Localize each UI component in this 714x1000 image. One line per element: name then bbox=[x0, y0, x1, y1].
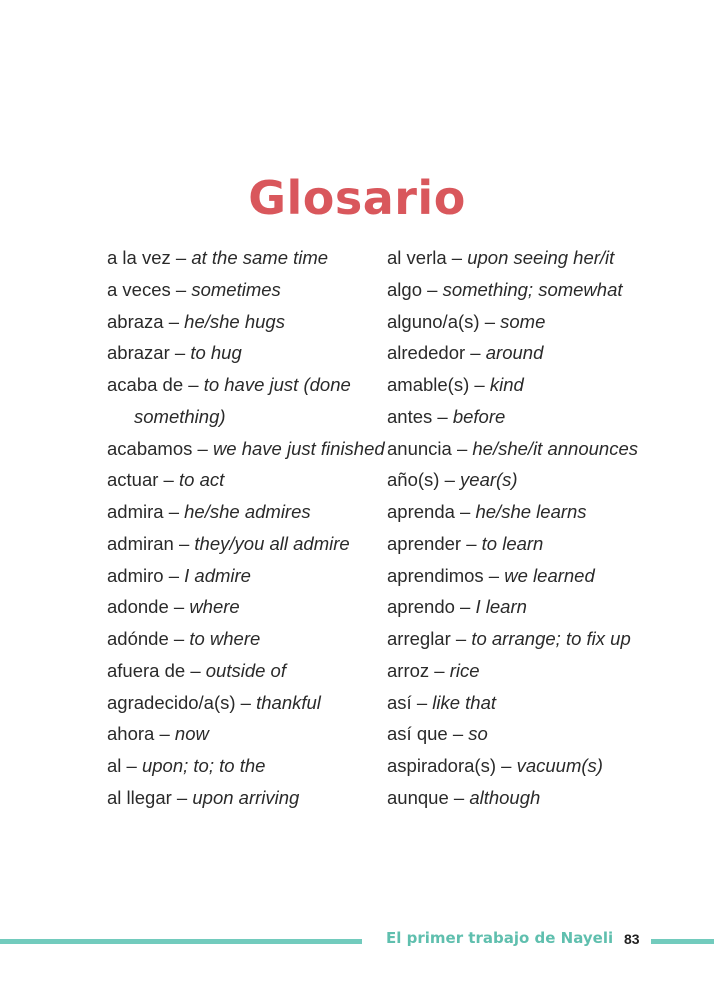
glossary-term: admira bbox=[107, 501, 164, 522]
glossary-entry bbox=[107, 750, 407, 782]
glossary-entry bbox=[387, 496, 707, 528]
separator: – bbox=[235, 691, 257, 713]
separator: – bbox=[192, 437, 213, 459]
glossary-column-left bbox=[107, 242, 407, 814]
glossary-definition: he/she admires bbox=[184, 501, 311, 522]
glossary-entry bbox=[107, 496, 407, 528]
glossary-term: anuncia bbox=[387, 437, 452, 459]
glossary-entry bbox=[387, 623, 707, 655]
glossary-entry bbox=[107, 274, 407, 306]
glossary-definition: thankful bbox=[256, 691, 321, 713]
glossary-term: abraza bbox=[107, 310, 164, 332]
glossary-term: alguno/a(s) bbox=[387, 310, 480, 332]
separator: – bbox=[465, 342, 486, 364]
glossary-entry bbox=[387, 718, 707, 750]
glossary-definition: to learn bbox=[481, 532, 544, 554]
separator: – bbox=[461, 532, 482, 554]
glossary-term: aprendo bbox=[387, 596, 455, 618]
separator: – bbox=[448, 786, 470, 808]
glossary-definition: they/you all admire bbox=[194, 532, 350, 554]
glossary-definition: he/she hugs bbox=[184, 310, 285, 332]
glossary-definition: some bbox=[500, 310, 546, 332]
glossary-entry bbox=[107, 591, 407, 623]
separator: – bbox=[454, 501, 476, 522]
separator: – bbox=[454, 596, 476, 618]
glossary-term: así bbox=[387, 691, 412, 713]
glossary-entry bbox=[107, 655, 407, 687]
glossary-definition: outside of bbox=[205, 659, 286, 681]
separator: – bbox=[163, 564, 185, 586]
separator: – bbox=[170, 247, 192, 268]
separator: – bbox=[446, 247, 468, 268]
glossary-term: al llegar bbox=[107, 786, 172, 808]
separator: – bbox=[421, 278, 443, 300]
separator: – bbox=[171, 786, 193, 808]
glossary-definition: upon; to; to the bbox=[141, 755, 266, 776]
separator: – bbox=[439, 469, 461, 491]
glossary-definition: he/she/it announces bbox=[472, 437, 638, 459]
glossary-definition: sometimes bbox=[191, 278, 281, 300]
glossary-entry bbox=[107, 242, 407, 274]
glossary-definition: so bbox=[468, 723, 488, 745]
glossary-definition: upon seeing her/it bbox=[467, 247, 615, 268]
glossary-definition: kind bbox=[489, 374, 524, 395]
separator: – bbox=[432, 405, 453, 427]
glossary-definition: where bbox=[189, 596, 240, 618]
glossary-term: arroz bbox=[387, 659, 430, 681]
glossary-term: afuera de bbox=[107, 659, 186, 681]
glossary-entry bbox=[387, 591, 707, 623]
glossary-term: arreglar bbox=[387, 628, 451, 649]
glossary-term: aprenda bbox=[387, 501, 455, 522]
glossary-definition: to where bbox=[189, 628, 261, 649]
glossary-entry bbox=[387, 306, 707, 338]
glossary-term: ahora bbox=[107, 723, 155, 745]
glossary-term: algo bbox=[387, 278, 422, 300]
glossary-definition: I learn bbox=[475, 596, 527, 618]
glossary-entry bbox=[387, 750, 707, 782]
glossary-term: actuar bbox=[107, 469, 159, 491]
glossary-definition: now bbox=[174, 723, 209, 745]
glossary-definition: to hug bbox=[190, 342, 242, 364]
glossary-definition: we learned bbox=[504, 564, 595, 586]
separator: – bbox=[154, 723, 175, 745]
glossary-term: adonde bbox=[107, 596, 169, 618]
separator: – bbox=[185, 659, 206, 681]
glossary-definition: although bbox=[469, 786, 541, 808]
glossary-term: año(s) bbox=[387, 469, 440, 491]
glossary-entry bbox=[107, 560, 407, 592]
glossary-definition: like that bbox=[432, 691, 497, 713]
glossary-definition: we have just finished bbox=[212, 437, 385, 459]
glossary-entry bbox=[107, 528, 407, 560]
separator: – bbox=[183, 374, 204, 395]
glossary-term: al verla bbox=[387, 247, 447, 268]
glossary-entry bbox=[387, 242, 707, 274]
glossary-entry bbox=[107, 464, 407, 496]
separator: – bbox=[479, 310, 501, 332]
glossary-entry bbox=[107, 337, 407, 369]
glossary-entry bbox=[387, 433, 707, 465]
glossary-entry bbox=[107, 433, 407, 465]
glossary-term: a veces bbox=[107, 278, 171, 300]
glossary-entry bbox=[107, 687, 407, 719]
glossary-entry bbox=[387, 782, 707, 814]
separator: – bbox=[163, 310, 185, 332]
glossary-term: abrazar bbox=[107, 342, 170, 364]
glossary-term: amable(s) bbox=[387, 374, 470, 395]
glossary-entry bbox=[387, 401, 707, 433]
glossary-definition: upon arriving bbox=[192, 786, 300, 808]
glossary-definition: to act bbox=[179, 469, 225, 491]
glossary-definition: to have just (done something) bbox=[134, 374, 351, 427]
glossary-term: aspiradora(s) bbox=[387, 755, 496, 776]
glossary-definition: year(s) bbox=[460, 469, 518, 491]
glossary-term: al bbox=[107, 755, 122, 776]
glossary-entry bbox=[107, 623, 407, 655]
footer-rule-right bbox=[651, 939, 714, 944]
separator: – bbox=[158, 469, 179, 491]
separator: – bbox=[469, 374, 490, 395]
glossary-definition: to arrange; to fix up bbox=[471, 628, 631, 649]
separator: – bbox=[168, 628, 190, 649]
footer-book-title: El primer trabajo de Nayeli bbox=[386, 929, 614, 947]
glossary-term: a la vez bbox=[107, 247, 171, 268]
glossary-entry bbox=[107, 369, 407, 433]
glossary-entry bbox=[387, 369, 707, 401]
separator: – bbox=[173, 532, 195, 554]
glossary-entry bbox=[387, 560, 707, 592]
glossary-term: aunque bbox=[387, 786, 449, 808]
glossary-column-right bbox=[387, 242, 707, 814]
separator: – bbox=[411, 691, 433, 713]
separator: – bbox=[447, 723, 469, 745]
separator: – bbox=[170, 278, 192, 300]
glossary-term: así que bbox=[387, 723, 448, 745]
separator: – bbox=[483, 564, 505, 586]
glossary-term: acabamos bbox=[107, 437, 193, 459]
separator: – bbox=[496, 755, 517, 776]
glossary-entry bbox=[387, 337, 707, 369]
separator: – bbox=[429, 659, 450, 681]
glossary-definition: vacuum(s) bbox=[516, 755, 603, 776]
glossary-term: aprendimos bbox=[387, 564, 484, 586]
glossary-entry bbox=[387, 528, 707, 560]
separator: – bbox=[451, 437, 473, 459]
glossary-entry bbox=[387, 464, 707, 496]
page-number: 83 bbox=[624, 931, 640, 947]
glossary-definition: at the same time bbox=[191, 247, 329, 268]
glossary-entry bbox=[107, 718, 407, 750]
glossary-term: acaba de bbox=[107, 374, 184, 395]
glossary-term: antes bbox=[387, 405, 433, 427]
separator: – bbox=[168, 596, 190, 618]
glossary-definition: around bbox=[485, 342, 544, 364]
glossary-term: aprender bbox=[387, 532, 462, 554]
glossary-entry bbox=[107, 782, 407, 814]
glossary-entry bbox=[387, 274, 707, 306]
separator: – bbox=[163, 501, 185, 522]
glossary-entry bbox=[387, 687, 707, 719]
separator: – bbox=[450, 628, 472, 649]
glossary-definition: he/she learns bbox=[475, 501, 587, 522]
separator: – bbox=[169, 342, 191, 364]
page-title: Glosario bbox=[248, 170, 466, 225]
glossary-definition: rice bbox=[449, 659, 480, 681]
glossary-entry bbox=[107, 306, 407, 338]
glossary-term: admiro bbox=[107, 564, 164, 586]
glossary-term: alrededor bbox=[387, 342, 466, 364]
glossary-term: agradecido/a(s) bbox=[107, 691, 236, 713]
glossary-term: adónde bbox=[107, 628, 169, 649]
glossary-entry bbox=[387, 655, 707, 687]
footer-rule-left bbox=[0, 939, 362, 944]
glossary-definition: before bbox=[452, 405, 506, 427]
glossary-definition: something; somewhat bbox=[442, 278, 623, 300]
glossary-definition: I admire bbox=[184, 564, 251, 586]
glossary-term: admiran bbox=[107, 532, 174, 554]
separator: – bbox=[121, 755, 142, 776]
